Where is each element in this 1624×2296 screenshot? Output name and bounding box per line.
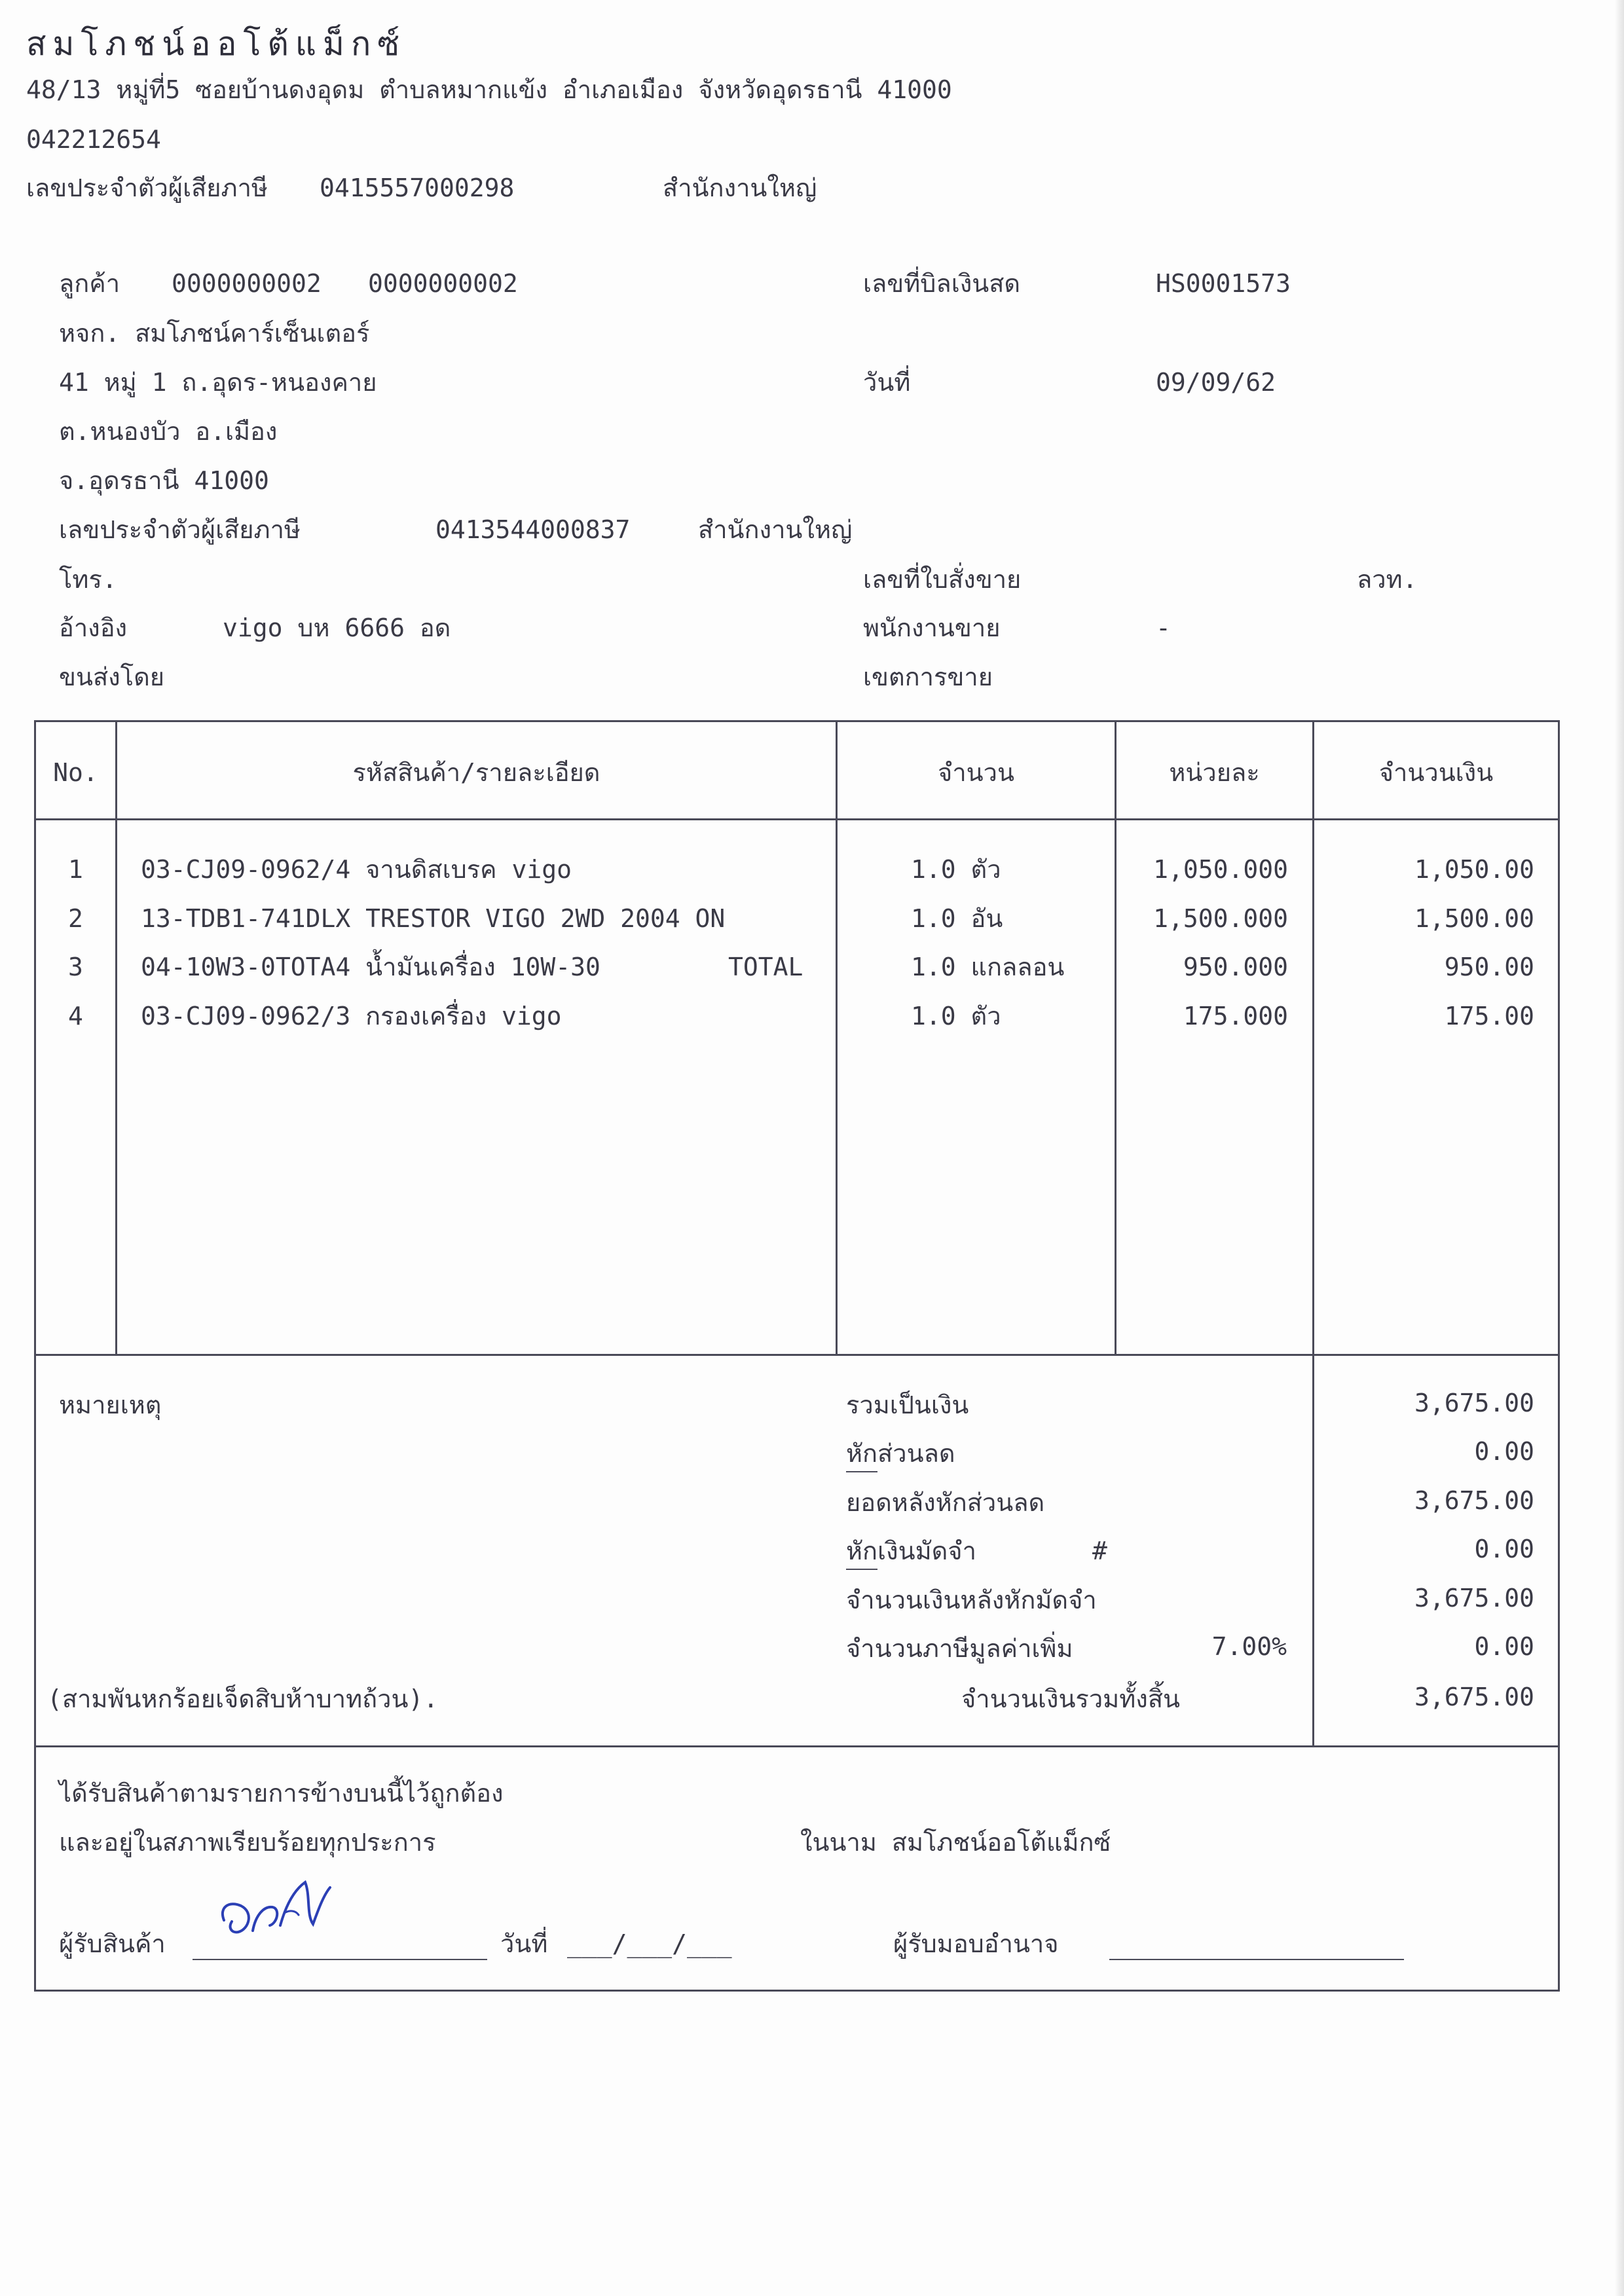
invoice-date: 09/09/62 bbox=[1156, 368, 1276, 397]
col-divider-3 bbox=[1115, 720, 1116, 1354]
customer-code-2: 0000000002 bbox=[368, 269, 518, 298]
summary-bottom-divider bbox=[34, 1745, 1560, 1747]
subtotal-value: 3,675.00 bbox=[1414, 1389, 1534, 1417]
table-row-amount: 1,050.00 bbox=[1414, 855, 1534, 884]
table-row-unit-price: 950.000 bbox=[1183, 953, 1288, 981]
customer-ship-label: ขนส่งโดย bbox=[59, 663, 165, 691]
table-row-quantity: 1.0 ตัว bbox=[911, 855, 1001, 884]
table-row-unit-price: 1,500.000 bbox=[1153, 904, 1288, 933]
sales-area-label: เขตการขาย bbox=[863, 663, 993, 691]
table-row-amount: 175.00 bbox=[1444, 1002, 1534, 1030]
grand-total-label: จำนวนเงินรวมทั้งสิ้น bbox=[961, 1685, 1180, 1713]
scan-edge-shadow bbox=[1615, 0, 1624, 2296]
col-header-unit-price: หน่วยละ bbox=[1169, 758, 1260, 787]
table-row-description: 04-10W3-0TOTA4 น้ำมันเครื่อง 10W-30 bbox=[141, 953, 600, 981]
table-row-description-suffix: TOTAL bbox=[728, 953, 803, 981]
discount-label: หักส่วนลด bbox=[846, 1439, 955, 1468]
table-row-unit-price: 175.000 bbox=[1183, 1002, 1288, 1030]
receive-date-label: วันที่ bbox=[500, 1929, 548, 1958]
after-discount-value: 3,675.00 bbox=[1414, 1486, 1534, 1515]
vat-rate: 7.00% bbox=[1211, 1632, 1287, 1661]
col-header-no: No. bbox=[53, 758, 98, 787]
customer-branch: สำนักงานใหญ่ bbox=[698, 515, 853, 544]
receive-date-blank: ___/___/___ bbox=[567, 1929, 732, 1958]
receiver-signature-line bbox=[193, 1959, 487, 1960]
salesperson-value: - bbox=[1156, 613, 1171, 642]
deposit-hash: # bbox=[1092, 1537, 1107, 1565]
table-row-no: 1 bbox=[68, 855, 83, 884]
bill-no: HS0001573 bbox=[1156, 269, 1291, 298]
customer-tax-id: 0413544000837 bbox=[435, 515, 631, 544]
company-tax-label: เลขประจำตัวผู้เสียภาษี bbox=[26, 173, 268, 202]
table-row-description: 13-TDB1-741DLX TRESTOR VIGO 2WD 2004 ON bbox=[141, 904, 726, 933]
discount-value: 0.00 bbox=[1474, 1437, 1534, 1466]
table-row-quantity: 1.0 ตัว bbox=[911, 1002, 1001, 1030]
authorized-signature-line bbox=[1109, 1959, 1404, 1960]
bill-no-label: เลขที่บิลเงินสด bbox=[863, 269, 1021, 298]
sales-order-value: ลวท. bbox=[1357, 565, 1418, 594]
customer-phone-label: โทร. bbox=[59, 565, 117, 594]
customer-tax-label: เลขประจำตัวผู้เสียภาษี bbox=[59, 515, 301, 544]
table-row-unit-price: 1,050.000 bbox=[1153, 855, 1288, 884]
after-discount-label: ยอดหลังหักส่วนลด bbox=[846, 1488, 1045, 1517]
company-tax-id: 0415557000298 bbox=[320, 173, 515, 202]
company-branch: สำนักงานใหญ่ bbox=[663, 173, 817, 202]
receiver-signature bbox=[215, 1869, 346, 1954]
discount-underline bbox=[846, 1471, 877, 1472]
on-behalf-of: ในนาม สมโภชน์ออโต้แม็กซ์ bbox=[800, 1828, 1111, 1857]
company-name: สมโภชน์ออโต้แม็กซ์ bbox=[26, 25, 407, 63]
grand-total-value: 3,675.00 bbox=[1414, 1683, 1534, 1711]
deposit-label: หักเงินมัดจำ bbox=[846, 1537, 976, 1565]
header-divider bbox=[34, 818, 1560, 820]
after-deposit-value: 3,675.00 bbox=[1414, 1584, 1534, 1613]
received-statement-line-2: และอยู่ในสภาพเรียบร้อยทุกประการ bbox=[59, 1828, 436, 1857]
company-phone: 042212654 bbox=[26, 125, 161, 154]
sales-order-label: เลขที่ใบสั่งขาย bbox=[863, 565, 1022, 594]
col-header-amount: จำนวนเงิน bbox=[1378, 758, 1494, 787]
customer-ref-value: vigo บห 6666 อด bbox=[223, 613, 451, 642]
deposit-value: 0.00 bbox=[1474, 1535, 1534, 1563]
vat-value: 0.00 bbox=[1474, 1632, 1534, 1661]
subtotal-label: รวมเป็นเงิน bbox=[846, 1391, 969, 1419]
after-deposit-label: จำนวนเงินหลังหักมัดจำ bbox=[846, 1586, 1097, 1614]
col-divider-1 bbox=[115, 720, 117, 1354]
customer-address-2: ต.หนองบัว อ.เมือง bbox=[59, 417, 278, 446]
table-row-description: 03-CJ09-0962/4 จานดิสเบรค vigo bbox=[141, 855, 572, 884]
table-row-amount: 950.00 bbox=[1444, 953, 1534, 981]
table-row-no: 2 bbox=[68, 904, 83, 933]
customer-name: หจก. สมโภชน์คาร์เซ็นเตอร์ bbox=[59, 319, 370, 348]
vat-label: จำนวนภาษีมูลค่าเพิ่ม bbox=[846, 1634, 1073, 1663]
remark-label: หมายเหตุ bbox=[59, 1391, 162, 1419]
date-label: วันที่ bbox=[863, 368, 911, 397]
deposit-underline bbox=[846, 1569, 877, 1570]
col-divider-2 bbox=[836, 720, 838, 1354]
company-address: 48/13 หมู่ที่5 ซอยบ้านดงอุดม ตำบลหมากแข้ง อำเภอเมือง จังหวัดอุดรธานี 41000 bbox=[26, 75, 952, 104]
customer-address-3: จ.อุดรธานี 41000 bbox=[59, 466, 269, 495]
customer-code-1: 0000000002 bbox=[172, 269, 322, 298]
salesperson-label: พนักงานขาย bbox=[863, 613, 1001, 642]
table-row-no: 3 bbox=[68, 953, 83, 981]
receiver-label: ผู้รับสินค้า bbox=[59, 1929, 166, 1958]
items-bottom-divider bbox=[34, 1354, 1560, 1356]
customer-label: ลูกค้า bbox=[59, 269, 120, 298]
amount-in-words: (สามพันหกร้อยเจ็ดสิบห้าบาทถ้วน). bbox=[47, 1685, 439, 1713]
table-row-quantity: 1.0 อัน bbox=[911, 904, 1003, 933]
col-header-description: รหัสสินค้า/รายละเอียด bbox=[352, 758, 600, 787]
table-row-description: 03-CJ09-0962/3 กรองเครื่อง vigo bbox=[141, 1002, 562, 1030]
customer-ref-label: อ้างอิง bbox=[59, 613, 128, 642]
table-row-quantity: 1.0 แกลลอน bbox=[911, 953, 1065, 981]
table-row-no: 4 bbox=[68, 1002, 83, 1030]
customer-address-1: 41 หมู่ 1 ถ.อุดร-หนองคาย bbox=[59, 368, 377, 397]
authorized-label: ผู้รับมอบอำนาจ bbox=[893, 1929, 1059, 1958]
table-row-amount: 1,500.00 bbox=[1414, 904, 1534, 933]
col-header-quantity: จำนวน bbox=[938, 758, 1014, 787]
received-statement-line-1: ได้รับสินค้าตามรายการข้างบนนี้ไว้ถูกต้อง bbox=[59, 1779, 504, 1808]
